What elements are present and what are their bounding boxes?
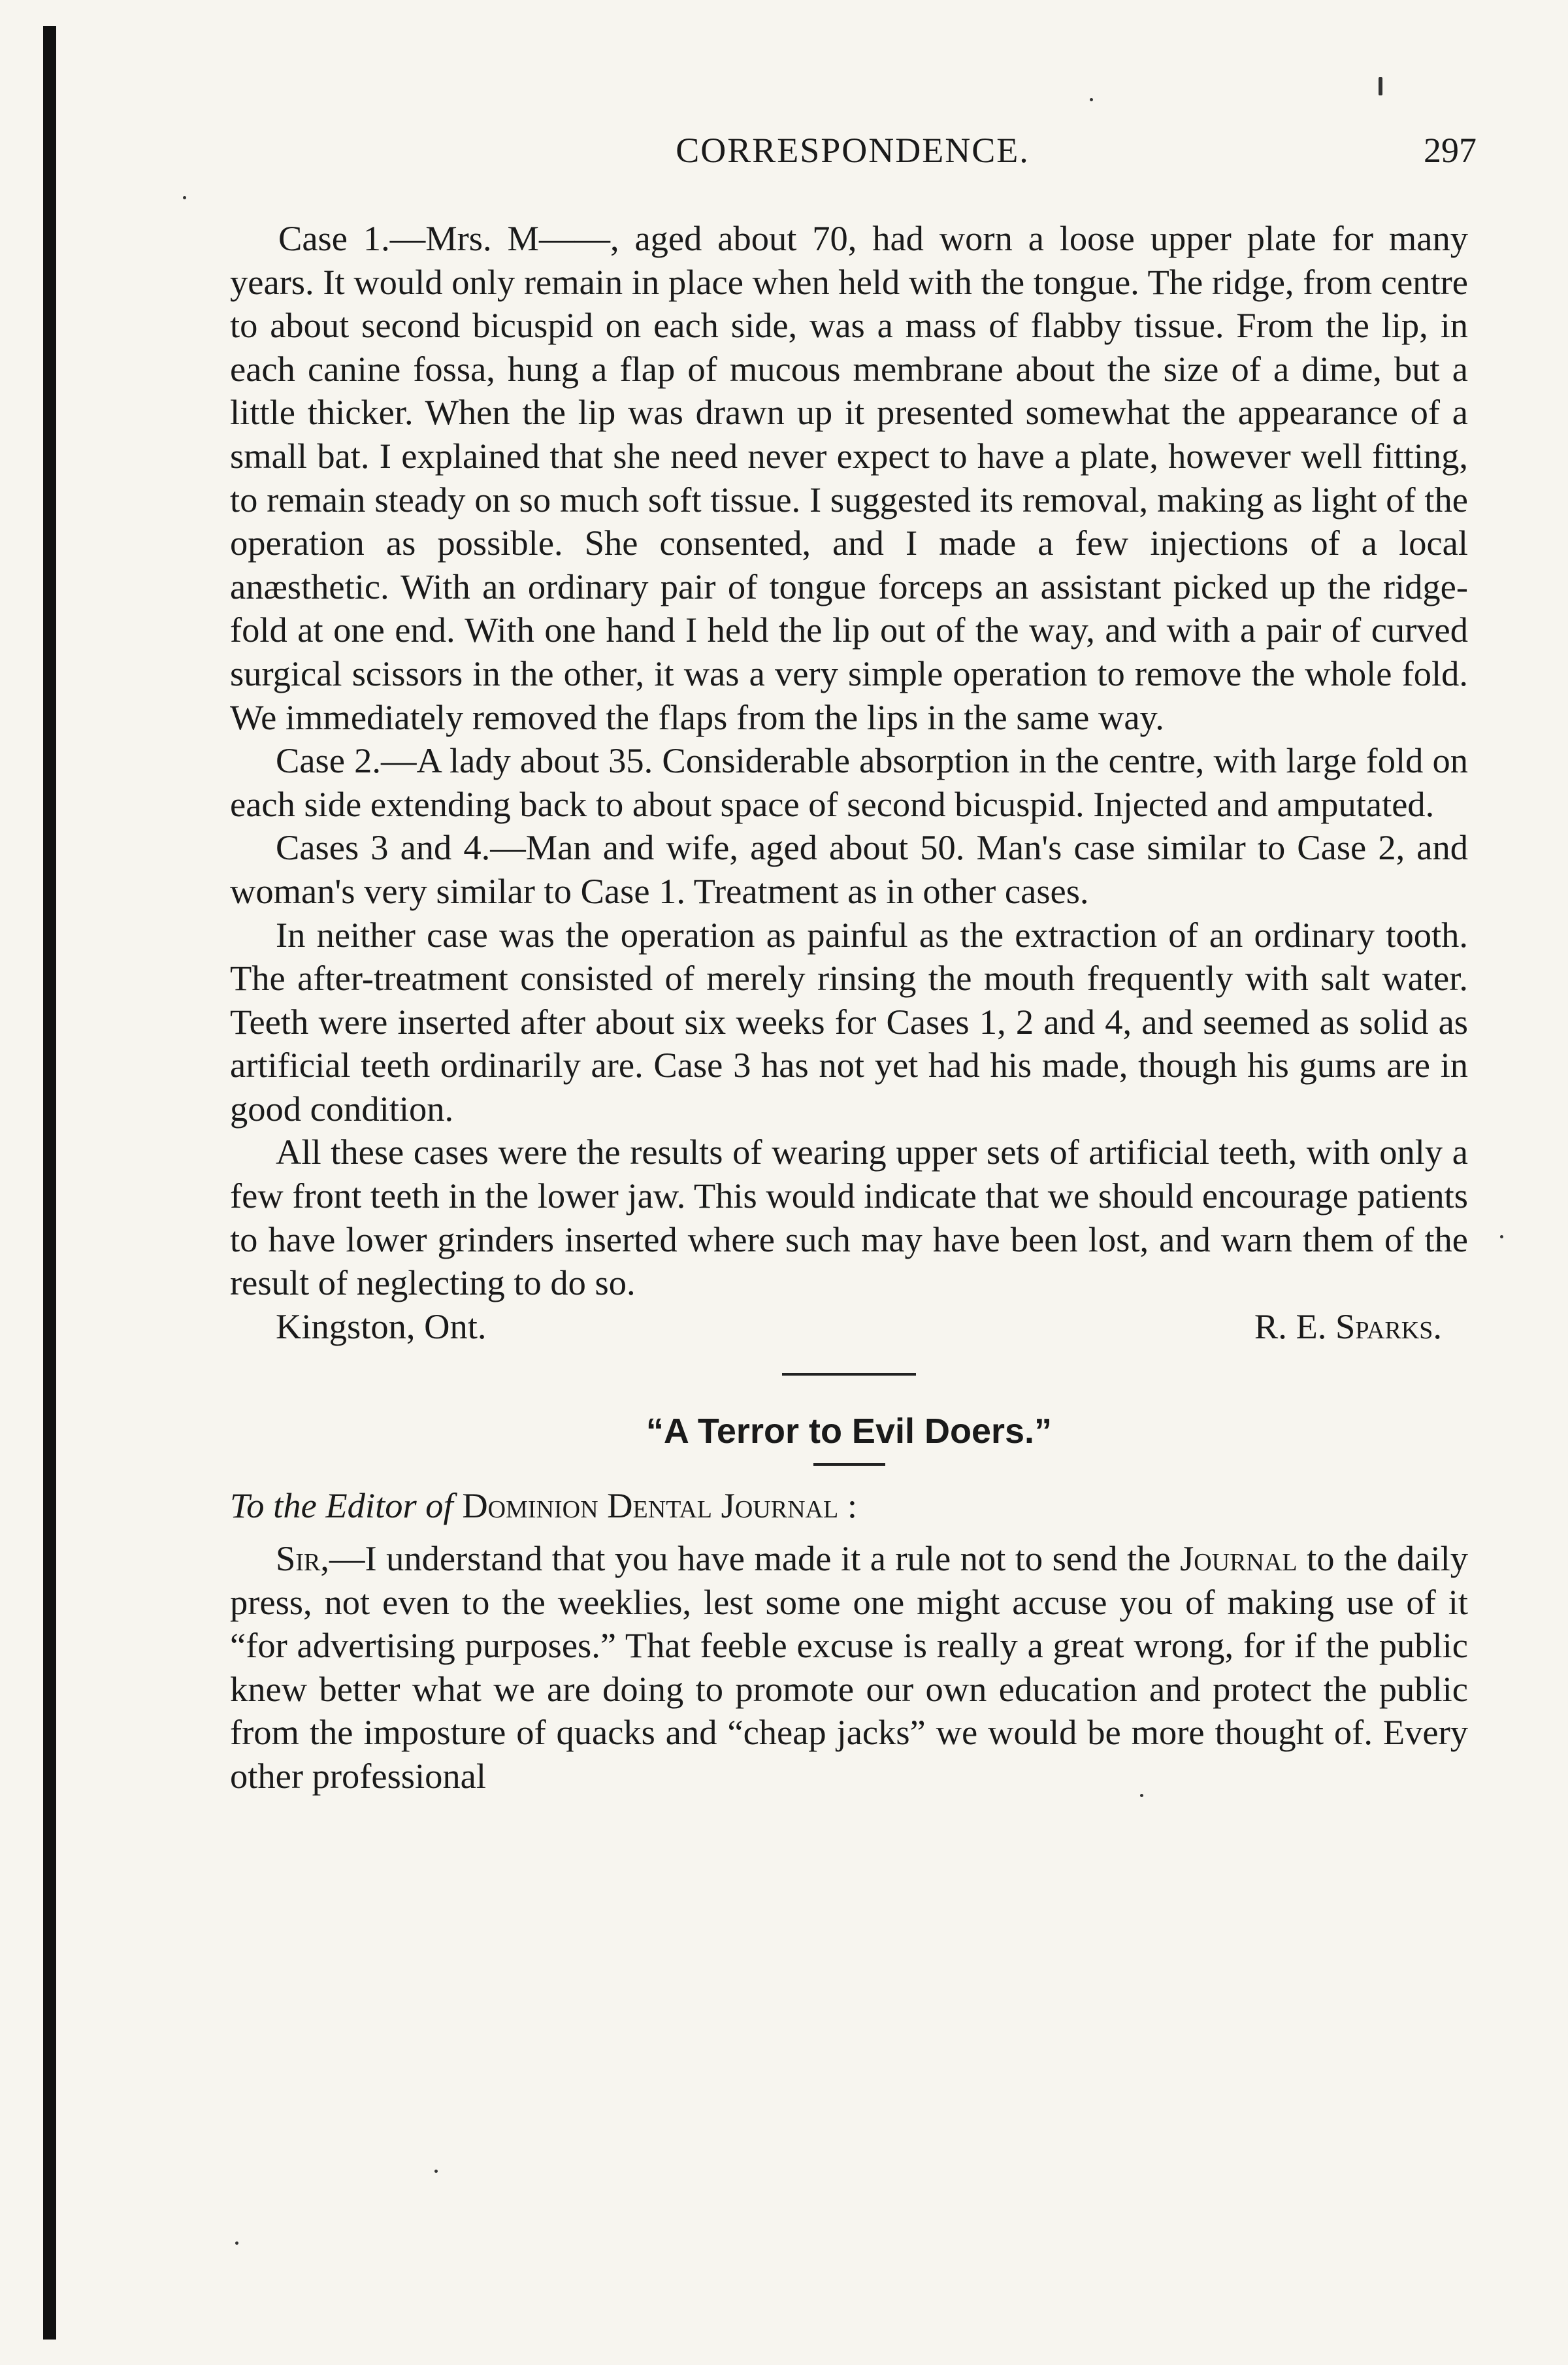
paragraph-cases-3-4: Cases 3 and 4.—Man and wife, aged about 50. Man's case similar to Case 2, and woman's very similar to Case 1. Treatment as in other cases.	[230, 827, 1468, 911]
salutation-prefix: To the Editor of	[230, 1485, 453, 1526]
scan-speck	[183, 196, 186, 199]
place-line: Kingston, Ont.	[276, 1306, 487, 1346]
letter-body-rest: to the daily press, not even to the weeklies, lest some one might accuse you of making use of it “for advertising purposes.” That feeble excuse is really a great wrong, for if the public knew better what we are doing to promote our own education and protect the public from the imposture of quacks and “cheap jacks” we would be more thought of. Every other professional	[230, 1538, 1468, 1796]
journal-word: Journal	[1180, 1538, 1298, 1579]
scan-speck	[235, 2241, 238, 2245]
scan-speck	[1500, 1235, 1503, 1238]
paragraph-conclusion: All these cases were the results of wearing upper sets of artificial teeth, with only a few front teeth in the lower jaw. This would indicate that we should encourage patients to have lower grinders inserted where such may have been lost, and warn them of the result of neglecting to do so.	[230, 1132, 1468, 1303]
paragraph-treatment: In neither case was the operation as painful as the extraction of an ordinary tooth. The after-treatment consisted of merely rinsing the mouth frequently with salt water. Teeth were inserted after about six weeks for Cases 1, 2 and 4, and seemed as solid as artificial teeth ordinarily are. Case 3 has not yet had his made, though his gums are in good condition.	[230, 914, 1468, 1129]
page-number: 297	[1424, 131, 1477, 170]
salutation-suffix: :	[838, 1485, 857, 1526]
scan-speck	[434, 2170, 438, 2173]
title-underline	[813, 1463, 885, 1466]
signature-line	[230, 1305, 1468, 1349]
page-header	[229, 127, 1477, 173]
running-head: CORRESPONDENCE.	[676, 131, 1030, 170]
author-signature: R. E. Sparks.	[1254, 1306, 1442, 1346]
paragraph-letter-body	[230, 1537, 1468, 1798]
paragraph-case-2: Case 2.—A lady about 35. Considerable absorption in the centre, with large fold on each side extending back to about space of second bicuspid. Injected and amputated.	[230, 740, 1468, 824]
salutation-journal: Dominion Dental Journal	[462, 1485, 839, 1526]
scan-speck	[1090, 98, 1093, 101]
letter-body-start: ,—I understand that you have made it a rule not to send the	[320, 1538, 1181, 1579]
section-divider	[782, 1373, 916, 1376]
binding-edge	[43, 26, 56, 2340]
salutation	[230, 1484, 1468, 1528]
paragraph-case-1: Case 1.—Mrs. M——, aged about 70, had worn a loose upper plate for many years. It would only remain in place when held with the tongue. The ridge, from centre to about second bicuspid on each side, was a mass of flabby tissue. From the lip, in each canine fossa, hung a flap of mucous membrane about the size of a dime, but a little thicker. When the lip was drawn up it presented somewhat the appearance of a small bat. I explained that she need never expect to have a plate, however well fitting, to remain steady on so much soft tissue. I suggested its removal, making as light of the operation as possible. She consented, and I made a few injections of a local anæsthetic. With an ordinary pair of tongue forceps an assistant picked up the ridge-fold at one end. With one hand I held the lip out of the way, and with a pair of curved surgical scissors in the other, it was a very simple operation to remove the whole fold. We immediately removed the flaps from the lips in the same way.	[230, 218, 1468, 737]
body-text	[230, 217, 1468, 1798]
article-title: “A Terror to Evil Doers.”	[645, 1412, 1053, 1451]
scan-speck	[1379, 77, 1382, 95]
scan-speck	[1140, 1794, 1143, 1797]
salutation-word: Sir	[276, 1538, 321, 1579]
